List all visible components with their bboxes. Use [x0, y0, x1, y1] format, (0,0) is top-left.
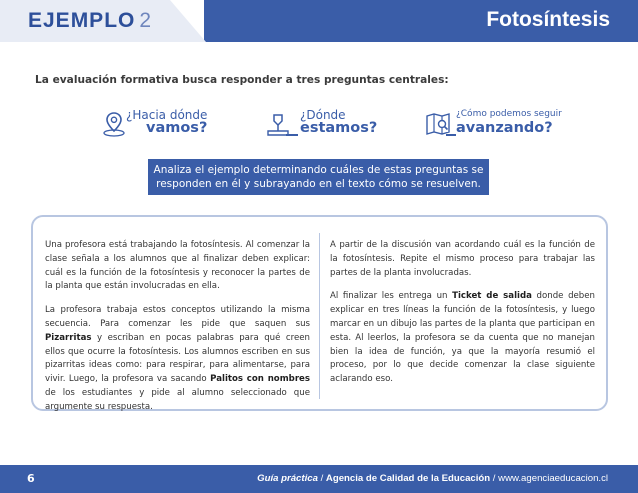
page-number: 6 — [27, 472, 35, 485]
right-p2-text-a: Al finalizar les entrega un — [330, 291, 453, 302]
instruction-line2: responden en él y subrayando en el texto cómo se resuelven. — [156, 178, 481, 190]
left-p2-text-c: y escriban en pocas palabras para qué creen ellos que ocurre la fotosíntesis. Los alumnos escriben en sus pizarritas ideas como: para respirar, para alimentarse, para vivir. Luego, la profesora va sacando — [45, 332, 310, 385]
topic-title: Fotosíntesis — [486, 8, 610, 31]
question-3-line2: avanzando? — [456, 120, 553, 136]
question-2-line1: ¿Dónde — [300, 108, 346, 122]
example-panel — [31, 215, 608, 411]
left-p2-text-a: La profesora trabaja estos conceptos utilizando la misma secuencia. Para comenzar les pide que saquen sus — [45, 305, 310, 329]
example-label — [28, 9, 152, 33]
right-p2-text-c: donde deben explicar en tres líneas la función de la fotosíntesis, y luego marcar en un dibujo las partes de la planta que participan en esta. Al leerlos, la profesora se da cuenta que no manejan bien la idea de función, ya que la mayoría resumió el proceso, por lo que decide comenzar la clase siguiente aclarando eso. — [330, 291, 595, 385]
right-paragraph-1: A partir de la discusión van acordando cuál es la función de la fotosíntesis. Repite el mismo proceso para trabajar las partes de la planta involucradas. — [330, 240, 595, 278]
left-paragraph-1: Una profesora está trabajando la fotosíntesis. Al comenzar la clase señala a los alumnos que al finalizar deben explicar: cuál es la función de la fotosíntesis y reconocer la partes de la planta que están involucradas en ella. — [45, 240, 310, 292]
instruction-box — [148, 159, 489, 195]
right-column — [330, 239, 595, 397]
footer-url[interactable]: www.agenciaeducacion.cl — [498, 473, 608, 484]
header-band — [0, 0, 638, 42]
right-paragraph-2 — [330, 290, 595, 387]
left-column — [45, 239, 310, 425]
map-pin-icon — [100, 110, 128, 138]
question-how-continue — [424, 108, 574, 138]
column-divider — [319, 233, 320, 399]
footer-credits — [257, 473, 608, 484]
question-1-line2: vamos? — [146, 120, 208, 136]
footer-bar — [0, 465, 638, 493]
question-3-line1: ¿Cómo podemos seguir — [456, 109, 562, 119]
left-paragraph-2 — [45, 304, 310, 414]
pizarritas-term: Pizarritas — [45, 332, 92, 343]
footer-guide: Guía práctica — [257, 473, 318, 484]
question-where-are — [264, 108, 394, 138]
left-p2-text-e: de los estudiantes y pide al alumno seleccionado que argumente su respuesta. — [45, 387, 310, 412]
question-3-dash — [446, 134, 456, 136]
palitos-term: Palitos con nombres — [210, 374, 311, 385]
footer-agency: Agencia de Calidad de la Educación — [325, 473, 491, 484]
question-2-dash — [286, 134, 298, 136]
footer-sep-1: / — [317, 473, 326, 484]
instruction-line1: Analiza el ejemplo determinando cuáles de estas preguntas se — [153, 164, 484, 176]
footer-sep-2: / — [490, 473, 499, 484]
question-2-line2: estamos? — [300, 120, 378, 136]
example-word: EJEMPLO — [28, 9, 136, 32]
question-where-going — [100, 108, 240, 138]
intro-text: La evaluación formativa busca responder a tres preguntas centrales: — [35, 74, 449, 86]
example-number: 2 — [139, 9, 153, 32]
question-1-line1: ¿Hacia dónde — [126, 108, 208, 122]
ticket-term: Ticket de salida — [452, 291, 532, 302]
